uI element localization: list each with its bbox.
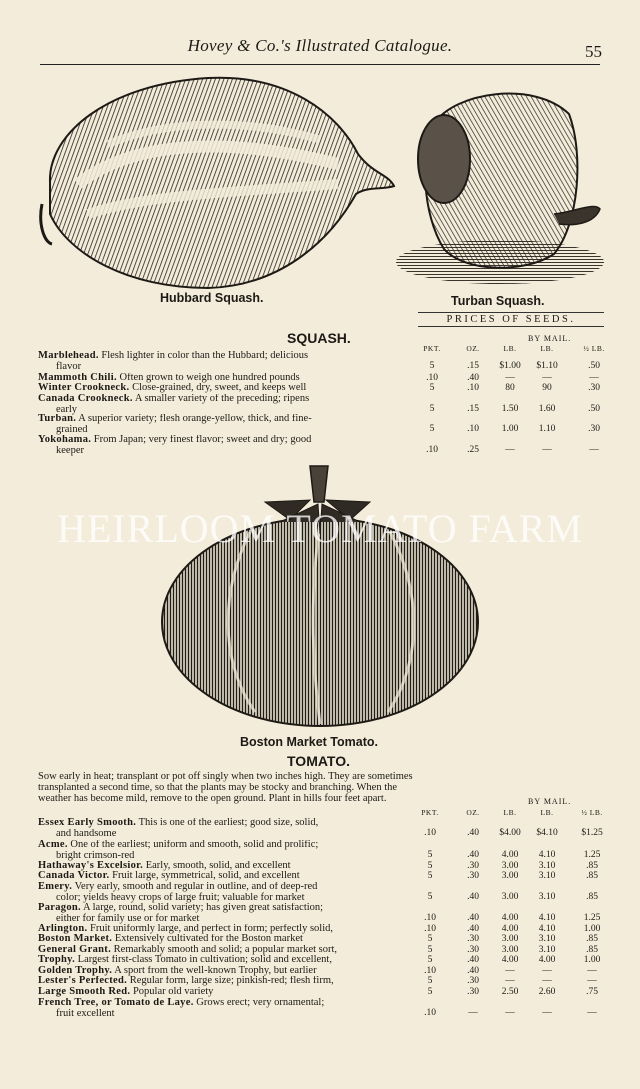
variety-name: French Tree, or Tomato de Laye. bbox=[38, 998, 194, 1008]
variety-name: Winter Crookneck. bbox=[38, 383, 130, 393]
price-cell: — bbox=[505, 1008, 515, 1018]
price-cell: $1.25 bbox=[581, 828, 603, 838]
price-cell: — bbox=[505, 373, 515, 383]
price-cell: 5 bbox=[429, 383, 435, 393]
price-cell: .40 bbox=[467, 373, 479, 383]
price-cell: .40 bbox=[467, 913, 479, 923]
price-cell: .30 bbox=[588, 424, 600, 434]
price-cell: .85 bbox=[586, 861, 598, 871]
price-cell: .40 bbox=[467, 955, 479, 965]
hubbard-squash-caption: Hubbard Squash. bbox=[160, 291, 264, 305]
variety-name: Boston Market. bbox=[38, 934, 113, 944]
entry-first-line bbox=[38, 394, 414, 405]
variety-name: Yokohama. bbox=[38, 435, 92, 445]
entry-first-line bbox=[38, 414, 414, 425]
price-cell: — bbox=[505, 976, 515, 986]
price-cell: 5 bbox=[427, 934, 433, 944]
variety-description: A large, round, solid variety; has given great satisfaction; bbox=[83, 903, 324, 913]
price-cell: .15 bbox=[467, 361, 479, 371]
column-header-lb: LB. bbox=[503, 808, 517, 817]
price-cell: .50 bbox=[588, 404, 600, 414]
price-cell: 3.10 bbox=[538, 945, 556, 955]
price-cell: 80 bbox=[505, 383, 515, 393]
prices-of-seeds-header: PRICES OF SEEDS. bbox=[418, 312, 604, 327]
variety-description: Often grown to weigh one hundred pounds bbox=[119, 373, 300, 383]
price-cell: — bbox=[542, 1008, 552, 1018]
price-cell: .85 bbox=[586, 934, 598, 944]
variety-description: Grows erect; very ornamental; bbox=[196, 998, 325, 1008]
price-cell: .85 bbox=[586, 892, 598, 902]
variety-description: Early, smooth, solid, and excellent bbox=[145, 861, 291, 871]
variety-name: Golden Trophy. bbox=[38, 966, 113, 976]
column-header-lb: LB. bbox=[503, 344, 517, 353]
price-cell: .30 bbox=[588, 383, 600, 393]
variety-name: Emery. bbox=[38, 882, 73, 892]
variety-name: Acme. bbox=[38, 840, 68, 850]
tomato-by-mail-label: BY MAIL. bbox=[528, 797, 572, 806]
tomato-intro-paragraph: Sow early in heat; transplant or pot off singly when two inches high. They are sometimes transplanted a second time, so that the plants may be stocky and branching. When the weather has become mild, remove to the open ground. Plant in hills four feet apart. bbox=[38, 771, 413, 804]
price-cell: 4.00 bbox=[501, 924, 519, 934]
variety-description: Remarkably smooth and solid; a popular market sort, bbox=[113, 945, 338, 955]
price-cell: .30 bbox=[467, 976, 479, 986]
column-header-lb-mail: LB. bbox=[540, 344, 554, 353]
entry-first-line bbox=[38, 882, 414, 893]
price-cell: 5 bbox=[427, 987, 433, 997]
price-cell: 4.10 bbox=[538, 913, 556, 923]
price-cell: — bbox=[542, 373, 552, 383]
price-cell: .10 bbox=[424, 828, 436, 838]
price-cell: 3.10 bbox=[538, 934, 556, 944]
price-cell: 5 bbox=[429, 424, 435, 434]
variety-description-continued: fruit excellent bbox=[56, 1007, 115, 1019]
price-cell: — bbox=[542, 445, 552, 455]
column-header-lb-mail: LB. bbox=[540, 808, 554, 817]
variety-name: Marblehead. bbox=[38, 351, 99, 361]
boston-market-tomato-illustration bbox=[160, 462, 482, 730]
price-cell: 4.00 bbox=[501, 913, 519, 923]
tomato-section-title: TOMATO. bbox=[287, 753, 350, 769]
price-cell: 4.00 bbox=[501, 955, 519, 965]
variety-name: Turban. bbox=[38, 414, 77, 424]
price-cell: .10 bbox=[426, 445, 438, 455]
hubbard-squash-illustration bbox=[38, 74, 398, 294]
price-cell: 5 bbox=[427, 955, 433, 965]
price-cell: 2.60 bbox=[538, 987, 556, 997]
entry-first-line bbox=[38, 351, 414, 362]
price-cell: .85 bbox=[586, 945, 598, 955]
price-row bbox=[0, 361, 640, 373]
entry-first-line bbox=[38, 435, 414, 446]
price-cell: .10 bbox=[424, 913, 436, 923]
variety-name: Essex Early Smooth. bbox=[38, 818, 137, 828]
price-cell: 1.00 bbox=[501, 424, 519, 434]
price-cell: 90 bbox=[542, 383, 552, 393]
price-cell: 3.00 bbox=[501, 945, 519, 955]
price-cell: — bbox=[505, 966, 515, 976]
variety-name: Lester's Perfected. bbox=[38, 976, 128, 986]
price-cell: .50 bbox=[588, 361, 600, 371]
price-cell: .40 bbox=[467, 966, 479, 976]
variety-description: Regular form, large size; pinkish-red; flesh firm, bbox=[129, 976, 334, 986]
price-cell: — bbox=[589, 445, 599, 455]
price-cell: .30 bbox=[467, 861, 479, 871]
price-cell: .30 bbox=[467, 871, 479, 881]
entry-first-line bbox=[38, 903, 414, 914]
price-cell: .25 bbox=[467, 445, 479, 455]
price-cell: — bbox=[589, 373, 599, 383]
variety-description: A superior variety; flesh orange-yellow, thick, and fine- bbox=[78, 414, 312, 424]
price-cell: .10 bbox=[424, 966, 436, 976]
price-cell: 5 bbox=[427, 945, 433, 955]
price-cell: 5 bbox=[427, 861, 433, 871]
price-cell: — bbox=[468, 1008, 478, 1018]
variety-description: Popular old variety bbox=[132, 987, 214, 997]
variety-description-continued: and handsome bbox=[56, 827, 117, 839]
column-header-pkt: PKT. bbox=[423, 344, 441, 353]
header-rule bbox=[40, 64, 600, 65]
price-cell: .40 bbox=[467, 924, 479, 934]
variety-name: Arlington. bbox=[38, 924, 88, 934]
page-number: 55 bbox=[585, 42, 602, 61]
price-cell: 5 bbox=[427, 871, 433, 881]
price-row bbox=[0, 828, 640, 840]
variety-name: General Grant. bbox=[38, 945, 112, 955]
price-cell: .10 bbox=[424, 1008, 436, 1018]
variety-name: Canada Crookneck. bbox=[38, 394, 133, 404]
price-cell: .10 bbox=[424, 924, 436, 934]
price-cell: .40 bbox=[467, 828, 479, 838]
price-cell: 3.00 bbox=[501, 934, 519, 944]
price-cell: 3.10 bbox=[538, 871, 556, 881]
price-cell: 1.00 bbox=[583, 955, 601, 965]
watermark-text: HEIRLOOM TOMATO FARM bbox=[57, 506, 583, 551]
price-cell: 3.00 bbox=[501, 892, 519, 902]
price-cell: 1.10 bbox=[538, 424, 556, 434]
price-row bbox=[0, 1008, 640, 1020]
column-header-oz: OZ. bbox=[466, 344, 480, 353]
variety-description: A smaller variety of the preceding; ripens bbox=[134, 394, 310, 404]
price-cell: .75 bbox=[586, 987, 598, 997]
variety-description: Extensively cultivated for the Boston market bbox=[114, 934, 303, 944]
price-cell: 3.00 bbox=[501, 871, 519, 881]
price-cell: — bbox=[587, 976, 597, 986]
price-cell: .30 bbox=[467, 987, 479, 997]
price-cell: $4.00 bbox=[499, 828, 521, 838]
variety-name: Canada Victor. bbox=[38, 871, 110, 881]
price-cell: 1.60 bbox=[538, 404, 556, 414]
price-cell: — bbox=[587, 966, 597, 976]
variety-description: Fruit uniformly large, and perfect in form; perfectly solid, bbox=[90, 924, 334, 934]
squash-section-title: SQUASH. bbox=[287, 330, 351, 346]
price-cell: .30 bbox=[467, 945, 479, 955]
price-cell: $4.10 bbox=[536, 828, 558, 838]
price-cell: 1.00 bbox=[583, 924, 601, 934]
squash-by-mail-label: BY MAIL. bbox=[528, 334, 572, 343]
variety-description: From Japan; very finest flavor; sweet and dry; good bbox=[93, 435, 312, 445]
variety-name: Paragon. bbox=[38, 903, 81, 913]
turban-squash-illustration bbox=[394, 84, 606, 290]
variety-name: Hathaway's Excelsior. bbox=[38, 861, 144, 871]
price-cell: .85 bbox=[586, 871, 598, 881]
price-cell: .15 bbox=[467, 404, 479, 414]
price-cell: 5 bbox=[427, 976, 433, 986]
column-header-half-lb: ½ LB. bbox=[583, 344, 605, 353]
variety-name: Mammoth Chili. bbox=[38, 373, 117, 383]
variety-description-continued: flavor bbox=[56, 360, 82, 372]
variety-description: Very early, smooth and regular in outline, and of deep-red bbox=[74, 882, 318, 892]
price-cell: .10 bbox=[467, 424, 479, 434]
variety-description-continued: either for family use or for market bbox=[56, 912, 200, 924]
variety-description: Flesh lighter in color than the Hubbard; delicious bbox=[101, 351, 309, 361]
price-cell: 3.00 bbox=[501, 861, 519, 871]
column-header-half-lb: ½ LB. bbox=[581, 808, 603, 817]
price-cell: — bbox=[542, 976, 552, 986]
price-cell: 5 bbox=[429, 361, 435, 371]
price-cell: 1.25 bbox=[583, 850, 601, 860]
variety-description-continued: keeper bbox=[56, 444, 84, 456]
price-cell: .40 bbox=[467, 892, 479, 902]
column-header-pkt: PKT. bbox=[421, 808, 439, 817]
variety-description: A sport from the well-known Trophy, but earlier bbox=[114, 966, 317, 976]
price-cell: 4.10 bbox=[538, 850, 556, 860]
variety-description-continued: grained bbox=[56, 423, 88, 435]
column-header-oz: OZ. bbox=[466, 808, 480, 817]
variety-description: Fruit large, symmetrical, solid, and excellent bbox=[112, 871, 300, 881]
price-cell: .40 bbox=[467, 850, 479, 860]
running-header: Hovey & Co.'s Illustrated Catalogue. bbox=[187, 36, 453, 55]
price-cell: 5 bbox=[427, 850, 433, 860]
variety-description: This is one of the earliest; good size, solid, bbox=[138, 818, 319, 828]
price-cell: 5 bbox=[427, 892, 433, 902]
price-cell: 2.50 bbox=[501, 987, 519, 997]
variety-description: Largest first-class Tomato in cultivation; solid and excellent, bbox=[77, 955, 332, 965]
price-cell: 5 bbox=[429, 404, 435, 414]
price-cell: 1.50 bbox=[501, 404, 519, 414]
variety-description-continued: early bbox=[56, 403, 77, 415]
price-row bbox=[0, 445, 640, 457]
entry-first-line bbox=[38, 840, 414, 851]
price-cell: 3.10 bbox=[538, 892, 556, 902]
variety-name: Trophy. bbox=[38, 955, 76, 965]
price-cell: 4.00 bbox=[501, 850, 519, 860]
price-cell: — bbox=[542, 966, 552, 976]
tomato-caption: Boston Market Tomato. bbox=[240, 735, 378, 749]
price-cell: 1.25 bbox=[583, 913, 601, 923]
variety-description: One of the earliest; uniform and smooth, solid and prolific; bbox=[70, 840, 319, 850]
price-cell: 4.00 bbox=[538, 955, 556, 965]
entry-first-line bbox=[38, 998, 414, 1009]
variety-description-continued: color; yields heavy crops of large fruit; valuable for market bbox=[56, 891, 305, 903]
variety-description-continued: bright crimson-red bbox=[56, 849, 135, 861]
turban-squash-caption: Turban Squash. bbox=[451, 294, 545, 308]
price-cell: .30 bbox=[467, 934, 479, 944]
price-cell: — bbox=[505, 445, 515, 455]
price-cell: 3.10 bbox=[538, 861, 556, 871]
price-cell: 4.10 bbox=[538, 924, 556, 934]
price-cell: $1.10 bbox=[536, 361, 558, 371]
price-cell: — bbox=[587, 1008, 597, 1018]
variety-name: Large Smooth Red. bbox=[38, 987, 131, 997]
price-cell: $1.00 bbox=[499, 361, 521, 371]
variety-description: Close-grained, dry, sweet, and keeps well bbox=[132, 383, 307, 393]
entry-first-line bbox=[38, 818, 414, 829]
price-cell: .10 bbox=[467, 383, 479, 393]
price-cell: .10 bbox=[426, 373, 438, 383]
